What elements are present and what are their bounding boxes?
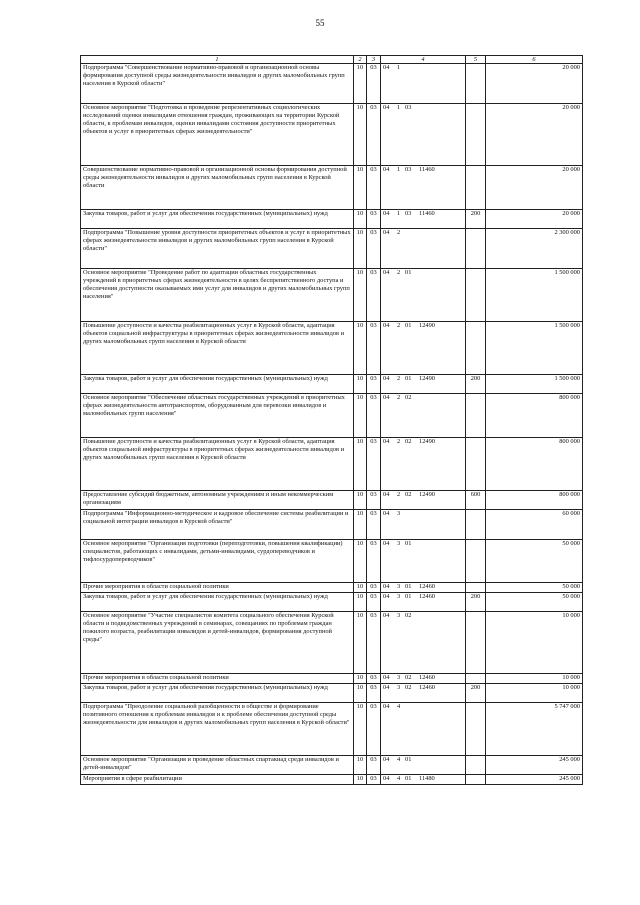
csr-part-c3: 01: [405, 540, 412, 547]
csr-part-c3: 01: [405, 756, 412, 763]
header-col-pr: 3: [367, 56, 381, 64]
table-header-row: [81, 56, 583, 64]
csr-part-c2: 1: [397, 210, 401, 217]
csr-part-c1: 04: [383, 756, 390, 763]
row-pr: 03: [367, 269, 381, 322]
csr-part-c4: [419, 269, 441, 277]
row-vr: 600: [466, 491, 486, 510]
row-csr: [381, 166, 466, 210]
table-row: [81, 684, 583, 703]
row-sum: 800 000: [486, 491, 583, 510]
table-row: [81, 229, 583, 269]
row-csr: [381, 775, 466, 785]
row-csr: [381, 394, 466, 438]
row-pr: 03: [367, 510, 381, 540]
table-row: [81, 210, 583, 229]
csr-part-c2: 2: [397, 229, 401, 236]
row-vr: [466, 322, 486, 375]
row-vr: 200: [466, 375, 486, 394]
row-csr: [381, 438, 466, 491]
row-sum: 10 000: [486, 684, 583, 703]
csr-part-c2: 1: [397, 64, 401, 71]
table-row: [81, 166, 583, 210]
row-rz: 10: [354, 394, 367, 438]
row-csr: [381, 674, 466, 684]
row-name: Подпрограмма "Повышение уровня доступности приоритетных объектов и услуг в приоритетных сферах жизнедеятельности инвалидов и других маломобильных групп населения в Курской области": [81, 229, 354, 269]
csr-part-c3: 01: [405, 583, 412, 590]
csr-part-c2: 3: [397, 510, 401, 517]
csr-part-c2: 4: [397, 775, 401, 782]
row-sum: 20 000: [486, 64, 583, 104]
table-body: [81, 64, 583, 785]
row-pr: 03: [367, 684, 381, 703]
row-sum: 245 000: [486, 775, 583, 785]
row-name: Основное мероприятие "Участие специалистов комитета социального обеспечения Курской области и подведомственных учреждений в семинарах, совещаниях по проблемам граждан пожилого возраста, реабилитации инвалидов и детей-инвалидов, формирования доступной среды": [81, 612, 354, 674]
row-rz: 10: [354, 166, 367, 210]
row-rz: 10: [354, 510, 367, 540]
csr-part-c1: 04: [383, 229, 390, 236]
row-rz: 10: [354, 593, 367, 612]
row-pr: 03: [367, 674, 381, 684]
row-vr: [466, 166, 486, 210]
csr-part-c3: 02: [405, 394, 412, 401]
csr-part-c4: 12490: [419, 375, 435, 382]
csr-part-c3: 02: [405, 438, 412, 445]
csr-part-c2: 4: [397, 756, 401, 763]
csr-part-c4: 11460: [419, 166, 435, 173]
csr-part-c1: 04: [383, 703, 390, 710]
row-pr: 03: [367, 166, 381, 210]
row-csr: [381, 684, 466, 703]
csr-part-c4: 12490: [419, 438, 435, 445]
row-sum: 20 000: [486, 104, 583, 166]
row-sum: 245 000: [486, 756, 583, 775]
row-rz: 10: [354, 269, 367, 322]
csr-part-c3: 01: [405, 322, 412, 329]
csr-part-c2: 2: [397, 322, 401, 329]
csr-part-c3: 02: [405, 612, 412, 619]
row-sum: 800 000: [486, 394, 583, 438]
row-rz: 10: [354, 583, 367, 593]
csr-part-c1: 04: [383, 684, 390, 691]
csr-part-c1: 04: [383, 583, 390, 590]
table-row: [81, 491, 583, 510]
row-csr: [381, 322, 466, 375]
row-sum: 5 747 000: [486, 703, 583, 756]
table-row: [81, 269, 583, 322]
row-sum: 800 000: [486, 438, 583, 491]
row-rz: 10: [354, 229, 367, 269]
csr-part-c2: 3: [397, 612, 401, 619]
csr-part-c2: 3: [397, 583, 401, 590]
row-sum: 50 000: [486, 540, 583, 583]
row-sum: 1 500 000: [486, 375, 583, 394]
csr-part-c4: 12460: [419, 593, 435, 600]
csr-part-c3: [405, 510, 419, 518]
table-row: [81, 775, 583, 785]
csr-part-c2: 2: [397, 438, 401, 445]
row-name: Совершенствование нормативно-правовой и организационной основы формирования доступной среды жизнедеятельности инвалидов и других маломобильных групп населения в Курской области: [81, 166, 354, 210]
row-csr: [381, 269, 466, 322]
row-rz: 10: [354, 684, 367, 703]
csr-part-c4: [419, 540, 441, 548]
csr-part-c3: 02: [405, 674, 412, 681]
csr-part-c3: 01: [405, 593, 412, 600]
row-name: Повышение доступности и качества реабилитационных услуг в Курской области, адаптация объектов социальной инфраструктуры в приоритетных сферах жизнедеятельности инвалидов и других маломобильных групп населения в Курской области: [81, 438, 354, 491]
table-row: [81, 375, 583, 394]
table-row: [81, 756, 583, 775]
row-rz: 10: [354, 612, 367, 674]
table-row: [81, 583, 583, 593]
csr-part-c4: [419, 703, 441, 711]
table-row: [81, 438, 583, 491]
row-csr: [381, 756, 466, 775]
row-vr: 200: [466, 210, 486, 229]
row-name: Подпрограмма "Информационно-методическое и кадровое обеспечение системы реабилитации и социальной интеграции инвалидов в Курской области": [81, 510, 354, 540]
csr-part-c4: 11460: [419, 210, 435, 217]
csr-part-c2: 2: [397, 375, 401, 382]
row-sum: 50 000: [486, 593, 583, 612]
row-name: Основное мероприятие "Обеспечение областных государственных учреждений в приоритетных сферах жизнедеятельности автотранспортом, оборудованным для перевозки инвалидов и маломобильных групп населения": [81, 394, 354, 438]
row-name: Мероприятия в сфере реабилитации: [81, 775, 354, 785]
csr-part-c1: 04: [383, 104, 390, 111]
csr-part-c4: 11480: [419, 775, 435, 782]
row-vr: [466, 64, 486, 104]
header-col-vr: 5: [466, 56, 486, 64]
csr-part-c4: [419, 510, 441, 518]
csr-part-c2: 1: [397, 104, 401, 111]
row-sum: 60 000: [486, 510, 583, 540]
table-row: [81, 104, 583, 166]
row-pr: 03: [367, 104, 381, 166]
row-name: Подпрограмма "Совершенствование нормативно-правовой и организационной основы формирования доступной среды жизнедеятельности инвалидов и других маломобильных групп населения в Курской области": [81, 64, 354, 104]
row-rz: 10: [354, 756, 367, 775]
row-rz: 10: [354, 64, 367, 104]
row-pr: 03: [367, 64, 381, 104]
row-vr: [466, 438, 486, 491]
csr-part-c1: 04: [383, 612, 390, 619]
csr-part-c1: 04: [383, 64, 390, 71]
csr-part-c2: 2: [397, 394, 401, 401]
row-vr: [466, 269, 486, 322]
row-name: Закупка товаров, работ и услуг для обеспечения государственных (муниципальных) нужд: [81, 375, 354, 394]
csr-part-c4: 12460: [419, 583, 435, 590]
budget-table: [80, 55, 583, 785]
csr-part-c2: 3: [397, 674, 401, 681]
row-rz: 10: [354, 375, 367, 394]
row-rz: 10: [354, 322, 367, 375]
csr-part-c4: 12490: [419, 322, 435, 329]
row-rz: 10: [354, 775, 367, 785]
csr-part-c3: 03: [405, 166, 412, 173]
row-name: Закупка товаров, работ и услуг для обеспечения государственных (муниципальных) нужд: [81, 593, 354, 612]
row-name: Закупка товаров, работ и услуг для обеспечения государственных (муниципальных) нужд: [81, 684, 354, 703]
row-vr: [466, 104, 486, 166]
csr-part-c1: 04: [383, 438, 390, 445]
csr-part-c2: 1: [397, 166, 401, 173]
row-sum: 20 000: [486, 210, 583, 229]
csr-part-c3: 02: [405, 684, 412, 691]
row-csr: [381, 229, 466, 269]
table-row: [81, 674, 583, 684]
csr-part-c1: 04: [383, 375, 390, 382]
row-csr: [381, 593, 466, 612]
row-sum: 20 000: [486, 166, 583, 210]
header-col-name: 1: [81, 56, 354, 64]
table-row: [81, 540, 583, 583]
csr-part-c3: 03: [405, 210, 412, 217]
row-vr: 200: [466, 684, 486, 703]
row-pr: 03: [367, 438, 381, 491]
csr-part-c3: [405, 64, 419, 72]
row-pr: 03: [367, 210, 381, 229]
csr-part-c3: 01: [405, 775, 412, 782]
row-name: Прочие мероприятия в области социальной политики: [81, 583, 354, 593]
csr-part-c1: 04: [383, 166, 390, 173]
row-csr: [381, 583, 466, 593]
csr-part-c4: 12460: [419, 684, 435, 691]
csr-part-c1: 04: [383, 394, 390, 401]
row-vr: [466, 394, 486, 438]
row-pr: 03: [367, 583, 381, 593]
row-name: Повышение доступности и качества реабилитационных услуг в Курской области, адаптация объектов социальной инфраструктуры в приоритетных сферах жизнедеятельности инвалидов и других маломобильных групп населения в Курской области: [81, 322, 354, 375]
row-vr: 200: [466, 593, 486, 612]
row-pr: 03: [367, 322, 381, 375]
row-vr: [466, 612, 486, 674]
row-name: Основное мероприятие "Подготовка и проведение репрезентативных социологических исследований оценки инвалидами отношения граждан, проживающих на территории Курской области, к проблемам инвалидов, оценки инвалидами состояния доступности приоритетных объектов и услуг в приоритетных сферах жизнедеятельности": [81, 104, 354, 166]
table-row: [81, 64, 583, 104]
row-rz: 10: [354, 540, 367, 583]
csr-part-c1: 04: [383, 210, 390, 217]
row-name: Основное мероприятие "Организация подготовки (переподготовки, повышения квалификации) специалистов, работающих с инвалидами, детьми-инвалидами, сурдопереводчиков и тифлосурдопереводчиков": [81, 540, 354, 583]
csr-part-c3: 01: [405, 375, 412, 382]
row-vr: [466, 540, 486, 583]
csr-part-c4: 12460: [419, 674, 435, 681]
row-sum: 1 500 000: [486, 269, 583, 322]
csr-part-c4: [419, 756, 441, 764]
header-col-rz: 2: [354, 56, 367, 64]
row-vr: [466, 583, 486, 593]
csr-part-c4: [419, 229, 441, 237]
row-rz: 10: [354, 491, 367, 510]
row-pr: 03: [367, 703, 381, 756]
table-row: [81, 593, 583, 612]
row-name: Основное мероприятие "Организация и проведение областных спартакиад среди инвалидов и детей-инвалидов": [81, 756, 354, 775]
row-sum: 1 500 000: [486, 322, 583, 375]
row-sum: 2 300 000: [486, 229, 583, 269]
row-rz: 10: [354, 438, 367, 491]
table-row: [81, 394, 583, 438]
row-sum: 50 000: [486, 583, 583, 593]
row-vr: [466, 756, 486, 775]
row-rz: 10: [354, 674, 367, 684]
csr-part-c4: [419, 612, 441, 620]
row-vr: [466, 703, 486, 756]
row-name: Закупка товаров, работ и услуг для обеспечения государственных (муниципальных) нужд: [81, 210, 354, 229]
csr-part-c4: [419, 64, 441, 72]
row-pr: 03: [367, 756, 381, 775]
csr-part-c4: 12490: [419, 491, 435, 498]
row-csr: [381, 703, 466, 756]
table-row: [81, 612, 583, 674]
csr-part-c3: [405, 703, 419, 711]
csr-part-c4: [419, 394, 441, 402]
row-pr: 03: [367, 375, 381, 394]
row-pr: 03: [367, 540, 381, 583]
table-row: [81, 703, 583, 756]
csr-part-c2: 2: [397, 491, 401, 498]
row-pr: 03: [367, 491, 381, 510]
csr-part-c2: 4: [397, 703, 401, 710]
row-vr: [466, 775, 486, 785]
row-sum: 10 000: [486, 612, 583, 674]
row-csr: [381, 64, 466, 104]
csr-part-c4: [419, 104, 441, 112]
csr-part-c2: 3: [397, 540, 401, 547]
csr-part-c2: 3: [397, 593, 401, 600]
row-name: Подпрограмма "Преодоление социальной разобщенности в обществе и формирование позитивного отношения к проблемам инвалидов и к проблеме обеспечения доступной среды жизнедеятельности для инвалидов и других маломобильных групп населения в Курской области": [81, 703, 354, 756]
row-name: Основное мероприятие "Проведение работ по адаптации областных государственных учреждений в приоритетных сферах жизнедеятельности в целях беспрепятственного доступа и обеспечения доступности оказываемых ими услуг для инвалидов и других маломобильных групп населения": [81, 269, 354, 322]
csr-part-c1: 04: [383, 775, 390, 782]
row-rz: 10: [354, 210, 367, 229]
table-row: [81, 322, 583, 375]
csr-part-c1: 04: [383, 322, 390, 329]
row-vr: [466, 510, 486, 540]
csr-part-c1: 04: [383, 674, 390, 681]
table-row: [81, 510, 583, 540]
row-pr: 03: [367, 394, 381, 438]
row-pr: 03: [367, 612, 381, 674]
row-csr: [381, 210, 466, 229]
csr-part-c1: 04: [383, 269, 390, 276]
csr-part-c3: 02: [405, 491, 412, 498]
csr-part-c3: [405, 229, 419, 237]
row-pr: 03: [367, 229, 381, 269]
header-col-sum: 6: [486, 56, 583, 64]
csr-part-c1: 04: [383, 593, 390, 600]
csr-part-c3: 01: [405, 269, 412, 276]
csr-part-c1: 04: [383, 540, 390, 547]
csr-part-c2: 3: [397, 684, 401, 691]
row-csr: [381, 375, 466, 394]
csr-part-c3: 03: [405, 104, 412, 111]
row-csr: [381, 540, 466, 583]
row-pr: 03: [367, 775, 381, 785]
csr-part-c1: 04: [383, 510, 390, 517]
row-csr: [381, 104, 466, 166]
row-rz: 10: [354, 703, 367, 756]
row-csr: [381, 612, 466, 674]
row-name: Предоставление субсидий бюджетным, автономным учреждениям и иным некоммерческим организациям: [81, 491, 354, 510]
row-sum: 10 000: [486, 674, 583, 684]
row-csr: [381, 510, 466, 540]
row-vr: [466, 229, 486, 269]
header-col-csr: 4: [381, 56, 466, 64]
row-rz: 10: [354, 104, 367, 166]
row-pr: 03: [367, 593, 381, 612]
row-vr: [466, 674, 486, 684]
csr-part-c2: 2: [397, 269, 401, 276]
row-name: Прочие мероприятия в области социальной политики: [81, 674, 354, 684]
csr-part-c1: 04: [383, 491, 390, 498]
row-csr: [381, 491, 466, 510]
page-number: 55: [315, 18, 325, 28]
